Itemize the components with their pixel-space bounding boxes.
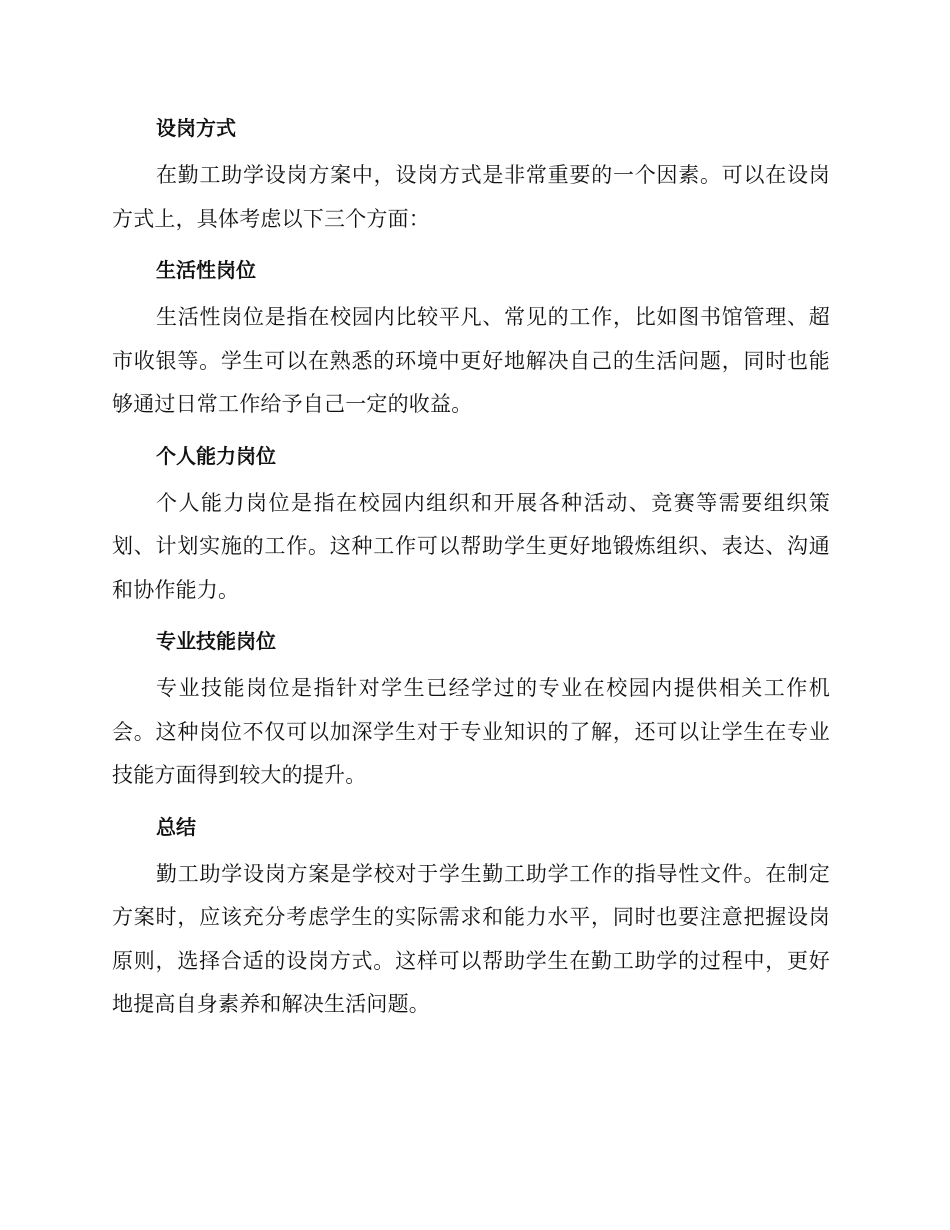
section-paragraph-life-positions: 生活性岗位是指在校园内比较平凡、常见的工作，比如图书馆管理、超市收银等。学生可以在熟悉的环境中更好地解决自己的生活问题，同时也能够通过日常工作给予自己一定的收益。 — [112, 305, 830, 416]
section-heading-setup-method: 设岗方式 — [156, 116, 236, 140]
section-paragraph-setup-method: 在勤工助学设岗方案中，设岗方式是非常重要的一个因素。可以在设岗方式上，具体考虑以下三个方面： — [112, 163, 830, 231]
document-body — [112, 108, 830, 1036]
section-paragraph-summary: 勤工助学设岗方案是学校对于学生勤工助学工作的指导性文件。在制定方案时，应该充分考虑学生的实际需求和能力水平，同时也要注意把握设岗原则，选择合适的设岗方式。这样可以帮助学生在勤工助学的过程中，更好地提高自身素养和解决生活问题。 — [112, 861, 830, 1016]
section-paragraph-skill-positions: 专业技能岗位是指针对学生已经学过的专业在校园内提供相关工作机会。这种岗位不仅可以加深学生对于专业知识的了解，还可以让学生在专业技能方面得到较大的提升。 — [112, 676, 830, 787]
section-heading-ability-positions: 个人能力岗位 — [156, 443, 276, 468]
section-heading-summary: 总结 — [156, 814, 196, 839]
section-heading-life-positions: 生活性岗位 — [156, 258, 256, 282]
section-heading-skill-positions: 专业技能岗位 — [156, 629, 276, 653]
section-paragraph-ability-positions: 个人能力岗位是指在校园内组织和开展各种活动、竞赛等需要组织策划、计划实施的工作。这种工作可以帮助学生更好地锻炼组织、表达、沟通和协作能力。 — [112, 490, 830, 602]
